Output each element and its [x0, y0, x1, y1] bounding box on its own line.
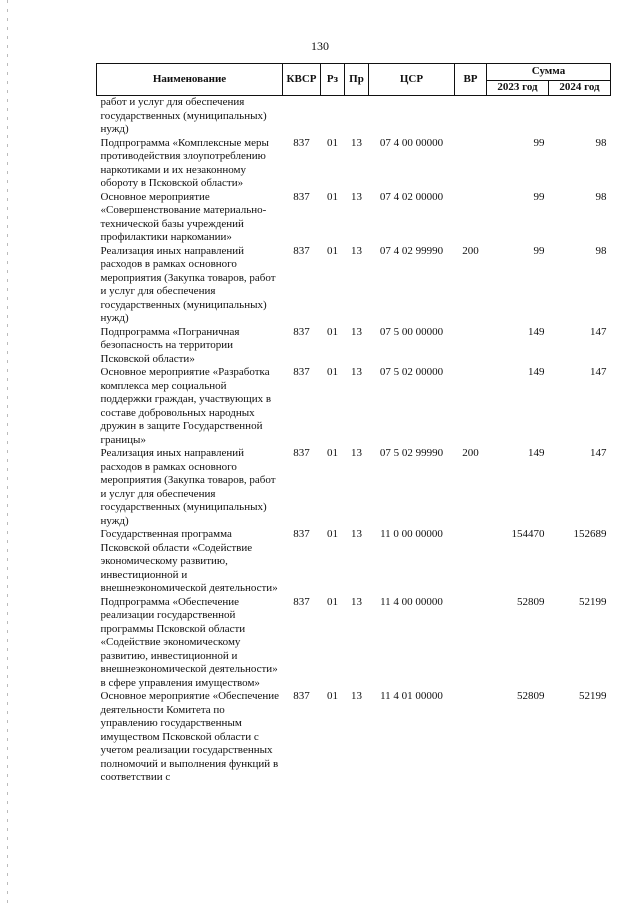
- table-row: [97, 528, 611, 596]
- row-kvsr: 837: [293, 595, 310, 608]
- row-2024: 52199: [579, 690, 607, 702]
- row-kvsr: 837: [293, 190, 310, 203]
- row-name: Подпрограмма «Пограничная безопасность на территории Псковской области»: [100, 325, 240, 365]
- row-csr: 07 4 02 00000: [379, 190, 444, 203]
- row-rz: 01: [327, 244, 338, 257]
- row-kvsr: 837: [293, 447, 310, 459]
- table-body: [97, 96, 611, 785]
- row-vr: [455, 191, 487, 245]
- row-csr: 07 4 02 99990: [379, 244, 444, 257]
- row-vr: [455, 596, 487, 691]
- row-2023: 99: [533, 190, 545, 203]
- row-rz: 01: [327, 528, 338, 540]
- row-2023: 52809: [517, 690, 545, 702]
- row-rz: 01: [327, 136, 338, 149]
- row-2024: 98: [595, 136, 607, 149]
- header-2023: 2023 год: [487, 81, 549, 96]
- row-2024: 147: [590, 447, 607, 459]
- table-row: [97, 326, 611, 367]
- row-kvsr: 837: [293, 325, 310, 338]
- table-row: [97, 245, 611, 326]
- row-vr: [455, 528, 487, 596]
- table-row: [97, 690, 611, 785]
- row-rz: 01: [327, 447, 338, 459]
- row-csr: [369, 96, 455, 137]
- row-rz: 01: [327, 325, 338, 338]
- row-csr: 07 5 02 99990: [379, 447, 444, 459]
- page-number: 130: [311, 39, 329, 53]
- row-pr: 13: [351, 595, 362, 608]
- row-vr: [455, 326, 487, 367]
- row-rz: 01: [327, 595, 338, 608]
- row-csr: 11 4 00 00000: [380, 595, 443, 608]
- row-2023: 154470: [511, 528, 545, 540]
- row-rz: [321, 96, 345, 137]
- row-vr: [455, 690, 487, 785]
- row-pr: 13: [351, 244, 362, 257]
- row-name: Государственная программа Псковской области «Содействие экономическому развитию, инвестиционной и внешнеэкономической деятельности»: [100, 528, 278, 594]
- header-pr: Пр: [345, 64, 369, 96]
- row-vr: [455, 96, 487, 137]
- row-rz: 01: [327, 190, 338, 203]
- row-2023: 149: [528, 366, 545, 378]
- table-row: [97, 447, 611, 528]
- row-csr: 07 4 00 00000: [379, 136, 444, 149]
- row-kvsr: 837: [293, 366, 310, 378]
- row-name: Основное мероприятие «Совершенствование материально-технической базы учреждений профилактики наркомании»: [100, 190, 267, 243]
- row-2024: 152689: [573, 528, 607, 540]
- row-kvsr: 837: [293, 244, 310, 257]
- table-row: [97, 366, 611, 447]
- row-rz: 01: [327, 366, 338, 378]
- table-row: [97, 96, 611, 137]
- row-2023: 99: [533, 244, 545, 257]
- table-row: [97, 137, 611, 191]
- row-rz: 01: [327, 690, 338, 702]
- row-csr: 07 5 02 00000: [379, 366, 444, 378]
- row-2024: 147: [590, 366, 607, 378]
- table-header: [97, 64, 611, 96]
- header-kvsr: КВСР: [283, 64, 321, 96]
- row-pr: 13: [351, 190, 362, 203]
- budget-table: [96, 63, 611, 785]
- row-pr: 13: [351, 366, 362, 378]
- table-row: [97, 191, 611, 245]
- header-rz: Рз: [321, 64, 345, 96]
- row-name: Подпрограмма «Обеспечение реализации государственной программы Псковской области «Содействие экономическому развитию, инвестиционной и внешнеэкономической деятельности» в сфере управления имуществом»: [100, 595, 278, 689]
- row-pr: 13: [351, 528, 362, 540]
- row-pr: 13: [351, 690, 362, 702]
- header-2024: 2024 год: [549, 81, 611, 96]
- scan-edge-marks: [7, 0, 8, 905]
- row-2023: [487, 96, 549, 137]
- row-vr: 200: [462, 244, 479, 257]
- row-name: Основное мероприятие «Разработка комплекса мер социальной поддержки граждан, участвующих в составе добровольных народных дружин в защите Государственной границы»: [100, 366, 272, 446]
- row-2024: 98: [595, 190, 607, 203]
- row-name: Реализация иных направлений расходов в рамках основного мероприятия (Закупка товаров, работ и услуг для обеспечения государственных (муниципальных) нужд): [100, 447, 276, 527]
- row-pr: [345, 96, 369, 137]
- row-name: работ и услуг для обеспечения государственных (муниципальных) нужд): [100, 96, 267, 135]
- row-csr: 11 4 01 00000: [380, 690, 443, 702]
- row-name: Подпрограмма «Комплексные меры противодействия злоупотреблению наркотиками и их незаконному обороту в Псковской области»: [100, 136, 269, 189]
- row-pr: 13: [351, 325, 362, 338]
- row-2024: 52199: [579, 595, 607, 608]
- row-2023: 149: [528, 325, 545, 338]
- header-name: Наименование: [97, 64, 283, 96]
- row-2024: 98: [595, 244, 607, 257]
- table-row: [97, 596, 611, 691]
- row-kvsr: 837: [293, 136, 310, 149]
- row-vr: [455, 366, 487, 447]
- row-csr: 11 0 00 00000: [380, 528, 443, 540]
- header-vr: ВР: [455, 64, 487, 96]
- row-vr: [455, 137, 487, 191]
- row-name: Основное мероприятие «Обеспечение деятельности Комитета по управлению государственным имуществом Псковской области с учетом реализации государственных полномочий и выполнения функций в соответствии с: [100, 690, 280, 783]
- row-kvsr: 837: [293, 690, 310, 702]
- header-sum: Сумма: [487, 64, 611, 81]
- row-2023: 99: [533, 136, 545, 149]
- row-vr: 200: [462, 447, 479, 459]
- row-csr: 07 5 00 00000: [379, 325, 444, 338]
- row-2024: 147: [590, 325, 607, 338]
- row-2023: 52809: [517, 595, 545, 608]
- row-2024: [549, 96, 611, 137]
- row-kvsr: [283, 96, 321, 137]
- row-pr: 13: [351, 447, 362, 459]
- row-name: Реализация иных направлений расходов в рамках основного мероприятия (Закупка товаров, работ и услуг для обеспечения государственных (муниципальных) нужд): [100, 244, 276, 324]
- header-csr: ЦСР: [369, 64, 455, 96]
- row-pr: 13: [351, 136, 362, 149]
- row-2023: 149: [528, 447, 545, 459]
- row-kvsr: 837: [293, 528, 310, 540]
